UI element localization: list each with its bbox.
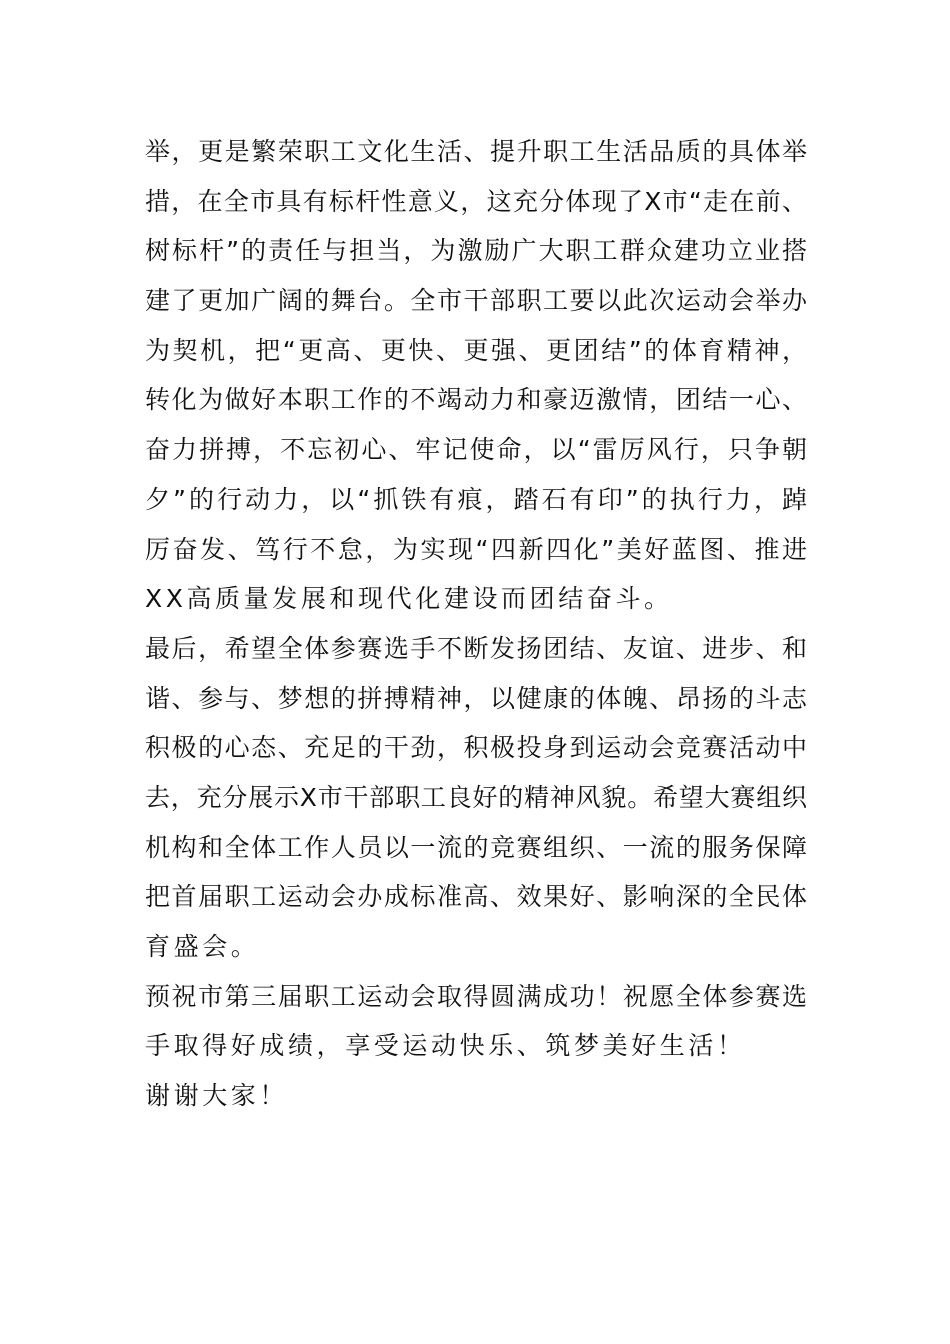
- text-line: 积极的心态、充足的干劲，积极投身到运动会竞赛活动中: [145, 733, 807, 763]
- text-line: 转化为做好本职工作的不竭动力和豪迈激情，团结一心、: [145, 385, 807, 415]
- text-line: 夕”的行动力，以“抓铁有痕，踏石有印”的执行力，踔: [145, 484, 807, 514]
- text-line: 育盛会。: [145, 932, 260, 961]
- text-line: 举，更是繁荣职工文化生活、提升职工生活品质的具体举: [145, 137, 807, 166]
- text-line: 厉奋发、笃行不怠，为实现“四新四化”美好蓝图、推进: [145, 534, 807, 564]
- text-line: 手取得好成绩，享受运动快乐、筑梦美好生活！: [145, 1031, 746, 1061]
- text-line: 谢谢大家！: [145, 1081, 289, 1111]
- text-line: 去，充分展示X市干部职工良好的精神风貌。希望大赛组织: [145, 782, 807, 812]
- document-body: [145, 127, 807, 1121]
- text-line: XX高质量发展和现代化建设而团结奋斗。: [145, 584, 673, 614]
- text-line: 奋力拼搏，不忘初心、牢记使命，以“雷厉风行，只争朝: [145, 435, 807, 465]
- text-line: 机构和全体工作人员以一流的竞赛组织、一流的服务保障: [145, 832, 807, 862]
- text-line: 谐、参与、梦想的拼搏精神，以健康的体魄、昂扬的斗志: [145, 683, 807, 713]
- text-line: 把首届职工运动会办成标准高、效果好、影响深的全民体: [145, 882, 807, 912]
- text-line: 树标杆”的责任与担当，为激励广大职工群众建功立业搭: [145, 236, 807, 266]
- text-line: 预祝市第三届职工运动会取得圆满成功！祝愿全体参赛选: [145, 981, 807, 1011]
- text-line: 建了更加广阔的舞台。全市干部职工要以此次运动会举办: [145, 286, 807, 316]
- text-line: 为契机，把“更高、更快、更强、更团结”的体育精神，: [145, 335, 807, 365]
- text-line: 措，在全市具有标杆性意义，这充分体现了X市“走在前、: [145, 186, 807, 216]
- text-line: 最后，希望全体参赛选手不断发扬团结、友谊、进步、和: [145, 633, 807, 663]
